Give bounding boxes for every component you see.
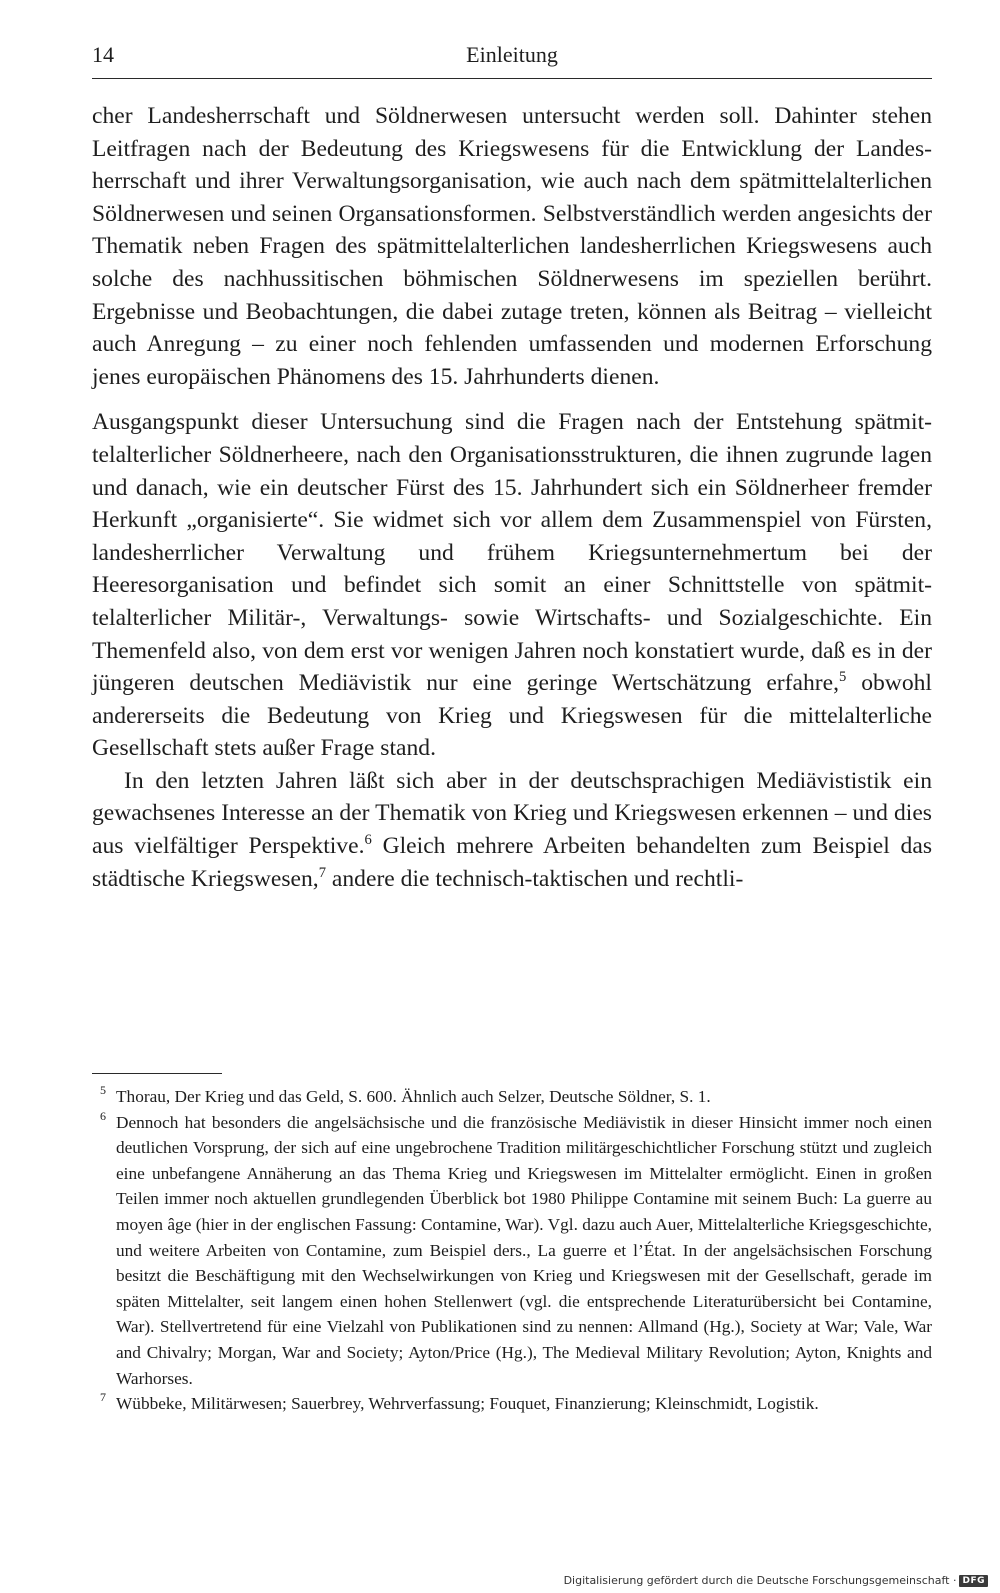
footnote-ref-7[interactable]: 7 [318,864,327,881]
paragraph-2 [92,406,932,765]
running-head: Einleitung [466,42,558,67]
page-header [92,40,932,79]
paragraph-2-part-b: obwohl andererseits die Bedeutung von Krieg und Kriegswesen für die mittelalterliche Gesellschaft stets außer Frage stand. [92,670,932,762]
digitization-credit [564,1574,988,1587]
footnote-7 [92,1391,932,1417]
paragraph-1: cher Landesherrschaft und Söldnerwesen untersucht werden soll. Dahinter stehen Leitfragen nach der Bedeutung des Kriegswesens für die Entwicklung der Landesherrschaft und ihrer Verwaltungsorganisation, wie auch nach dem spätmittelalterlichen Söldnerwesen und seinen Organsationsformen. Selbstverständlich werden angesichts der Thematik neben Fragen des spätmittelalterlichen landesherrlichen Kriegswesens auch solche des nachhussitischen böhmischen Söldnerwesens im speziellen berührt. Ergebnisse und Beobachtungen, die dabei zutage treten, können als Beitrag – vielleicht auch Anregung – zu einer noch fehlenden umfassenden und modernen Erforschung jenes europäischen Phänomens des 15. Jahrhunderts dienen. [92,103,932,390]
credit-text: Digitalisierung gefördert durch die Deutsche Forschungsgemeinschaft · [563,1574,957,1587]
footnote-ref-5[interactable]: 5 [839,669,847,686]
footnote-divider [92,1073,222,1074]
page-number: 14 [92,42,114,67]
footnotes [92,1084,932,1417]
dfg-logo-icon: DFG [959,1575,988,1587]
footnote-mark: 5 [100,1083,106,1097]
footnote-5 [92,1084,932,1110]
footnote-text: Dennoch hat besonders die angelsächsische und die französische Mediävistik in dieser Hinsicht immer noch einen deutlichen Vorsprung, der sich auf eine ungebrochene Tradition militärgeschichtlicher Forschung stützt und zugleich eine unbefangene Annäherung an das Thema Krieg und Kriegswesen im Mittelalter ermöglicht. Einen in großen Teilen immer noch aktuellen grundlegenden Überblick bot 1980 Philippe Contamine mit seinem Buch: La guerre au moyen âge (hier in der englischen Fassung: Contamine, War). Vgl. dazu auch Auer, Mittelalterliche Kriegsgeschichte, und weitere Arbeiten von Contamine, zum Beispiel ders., La guerre et l’État. In der angelsächsischen Forschung besitzt die Beschäftigung mit den Wechselwirkungen von Krieg und Kriegswesen mit der Gesellschaft, gerade im späten Mittelalter, seit langem einen hohen Stellenwert (vgl. die entsprechende Literaturübersicht bei Contamine, War). Stellvertretend für eine Vielzahl von Publikationen sind zu nennen: Allmand (Hg.), Society at War; Vale, War and Chivalry; Morgan, War and Society; Ayton/Price (Hg.), The Medieval Military Revolution; Ayton, Knights and Warhorses. [116,1112,932,1388]
paragraph-2-part-a: Ausgangspunkt dieser Untersuchung sind die Fragen nach der Entstehung spätmittelalterlicher Söldnerheere, nach den Organisationsstrukturen, die ihnen zugrunde lagen und danach, wie ein deutscher Fürst des 15. Jahrhundert sich ein Söldnerheer fremder Herkunft „organisierte“. Sie widmet sich vor allem dem Zusammenspiel von Fürsten, landesherrlicher Verwaltung und frühem Kriegsunternehmertum bei der Heeresorganisation und befindet sich somit an einer Schnittstelle von spätmittelalterlicher Militär-, Verwaltungs- sowie Wirtschafts- und Sozialgeschichte. Ein Themenfeld also, von dem erst vor wenigen Jahren noch konstatiert wurde, daß es in der jüngeren deutschen Mediävistik nur eine geringe Wertschätzung erfahre, [92,409,932,697]
footnote-text: Thorau, Der Krieg und das Geld, S. 600. Ähnlich auch Selzer, Deutsche Söldner, S. 1. [116,1087,711,1106]
paragraph-3-part-b: Gleich mehrere Arbeiten behandelten zum Beispiel das städtische Kriegswesen, [92,833,932,892]
paragraph-3-part-c: andere die technisch-taktischen und rechtli- [326,865,744,892]
paragraph-3-part-a: In den letzten Jahren läßt sich aber in der deutschsprachigen Mediävististik ein gewachsenes Interesse an der Thematik von Krieg und Kriegswesen erkennen – und dies aus vielfältiger Perspektive. [92,767,932,860]
footnote-mark: 6 [100,1108,106,1123]
footnote-6 [92,1110,932,1392]
footnote-text: Wübbeke, Militärwesen; Sauerbrey, Wehrverfassung; Fouquet, Finanzierung; Kleinschmidt, Logistik. [116,1394,819,1414]
paragraph-3 [92,765,932,895]
footnote-ref-6[interactable]: 6 [364,832,372,849]
body-text [92,100,932,895]
footnote-mark: 7 [100,1390,106,1405]
